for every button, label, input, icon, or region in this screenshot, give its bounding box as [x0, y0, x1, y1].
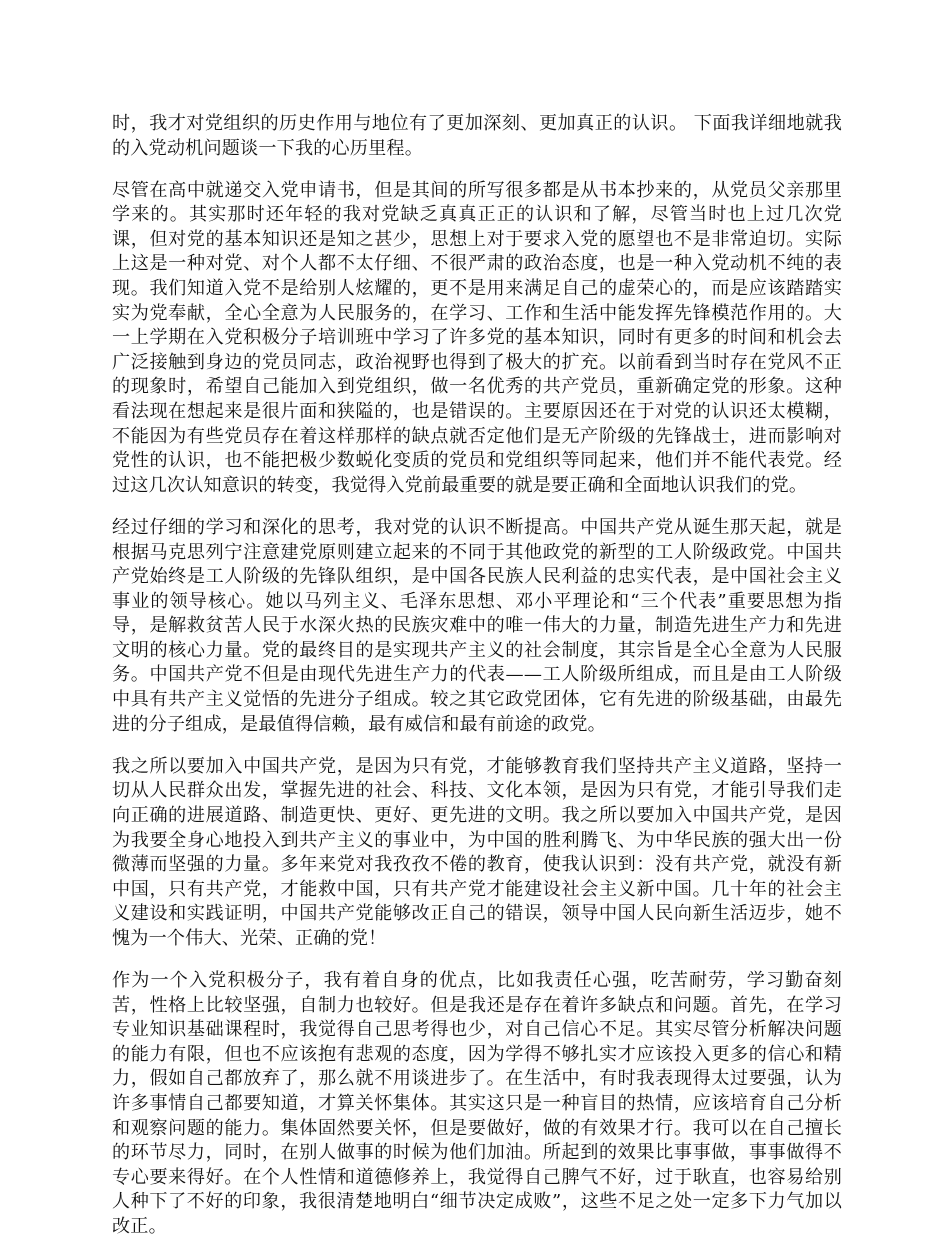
- paragraph-5: 作为一个入党积极分子，我有着自身的优点，比如我责任心强，吃苦耐劳，学习勤奋刻苦，性格上比较坚强，自制力也较好。但是我还是存在着许多缺点和问题。首先，在学习专业知识基础课程时，我觉得自己思考得也少，对自己信心不足。其实尽管分析解决问题的能力有限，但也不应该抱有悲观的态度，因为学得不够扎实才应该投入更多的信心和精力，假如自己都放弃了，那么就不用谈进步了。在生活中，有时我表现得太过要强，认为许多事情自己都要知道，才算关怀集体。其实这只是一种盲目的热情，应该培育自己分析和观察问题的能力。集体固然要关怀，但是要做好，做的有效果才行。我可以在自己擅长的环节尽力，同时，在别人做事的时候为他们加油。所起到的效果比事事做，事事做得不专心要来得好。在个人性情和道德修养上，我觉得自己脾气不好，过于耿直，也容易给别人种下了不好的印象，我很清楚地明白“细节决定成败”，这些不足之处一定多下力气加以改正。: [112, 970, 842, 1237]
- paragraph-4: 我之所以要加入中国共产党，是因为只有党，才能够教育我们坚持共产主义道路，坚持一切从人民群众出发，掌握先进的社会、科技、文化本领，是因为只有党，才能引导我们走向正确的进展道路、制造更快、更好、更先进的文明。我之所以要加入中国共产党，是因为我要全身心地投入到共产主义的事业中，为中国的胜利腾飞、为中华民族的强大出一份微薄而坚强的力量。多年来党对我孜孜不倦的教育，使我认识到：没有共产党，就没有新中国，只有共产党，才能救中国，只有共产党才能建设社会主义新中国。几十年的社会主义建设和实践证明，中国共产党能够改正自己的错误，领导中国人民向新生活迈步，她不愧为一个伟大、光荣、正确的党！: [112, 755, 842, 949]
- document-body: [112, 112, 842, 1257]
- paragraph-2: 尽管在高中就递交入党申请书，但是其间的所写很多都是从书本抄来的，从党员父亲那里学来的。其实那时还年轻的我对党缺乏真真正正的认识和了解，尽管当时也上过几次党课，但对党的基本知识还是知之甚少，思想上对于要求入党的愿望也不是非常迫切。实际上这是一种对党、对个人都不太仔细、不很严肃的政治态度，也是一种入党动机不纯的表现。我们知道入党不是给别人炫耀的，更不是用来满足自己的虚荣心的，而是应该踏踏实实为党奉献，全心全意为人民服务的，在学习、工作和生活中能发挥先锋模范作用的。大一上学期在入党积极分子培训班中学习了许多党的基本知识，同时有更多的时间和机会去广泛接触到身边的党员同志，政治视野也得到了极大的扩充。以前看到当时存在党风不正的现象时，希望自己能加入到党组织，做一名优秀的共产党员，重新确定党的形象。这种看法现在想起来是很片面和狭隘的，也是错误的。主要原因还在于对党的认识还太模糊，不能因为有些党员存在着这样那样的缺点就否定他们是无产阶级的先锋战士，进而影响对党性的认识，也不能把极少数蜕化变质的党员和党组织等同起来，他们并不能代表党。经过这几次认知意识的转变，我觉得入党前最重要的就是要正确和全面地认识我们的党。: [112, 179, 842, 496]
- paragraph-1: 时，我才对党组织的历史作用与地位有了更加深刻、更加真正的认识。 下面我详细地就我的入党动机问题谈一下我的心历里程。: [112, 113, 842, 159]
- paragraph-3: 经过仔细的学习和深化的思考，我对党的认识不断提高。中国共产党从诞生那天起，就是根据马克思列宁注意建党原则建立起来的不同于其他政党的新型的工人阶级政党。中国共产党始终是工人阶级的先锋队组织，是中国各民族人民利益的忠实代表，是中国社会主义事业的领导核心。她以马列主义、毛泽东思想、邓小平理论和“三个代表”重要思想为指导，是解救贫苦人民于水深火热的民族灾难中的唯一伟大的力量，制造先进生产力和先进文明的核心力量。党的最终目的是实现共产主义的社会制度，其宗旨是全心全意为人民服务。中国共产党不但是由现代先进生产力的代表——工人阶级所组成，而且是由工人阶级中具有共产主义觉悟的先进分子组成。较之其它政党团体，它有先进的阶级基础，由最先进的分子组成，是最值得信赖，最有威信和最有前途的政党。: [112, 516, 842, 735]
